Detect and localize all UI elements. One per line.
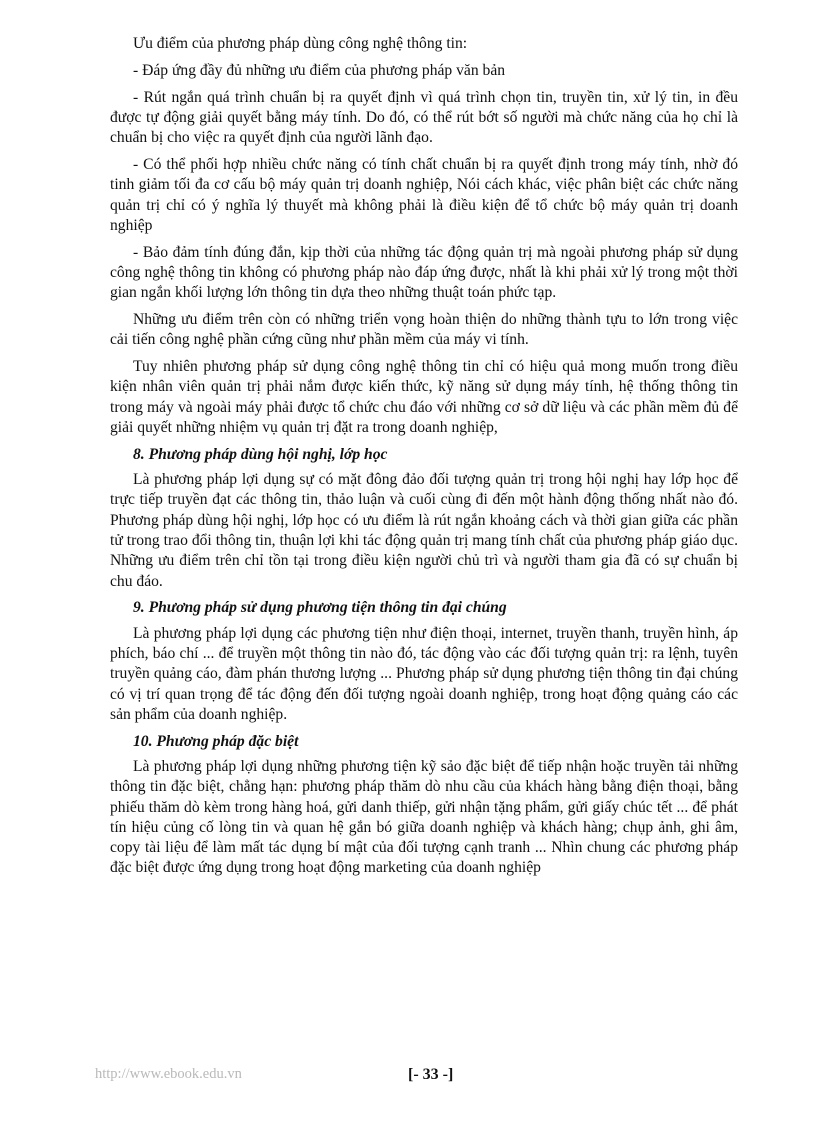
- page-number: [- 33 -]: [408, 1066, 454, 1083]
- page-footer: [0, 1066, 816, 1088]
- paragraph: - Đáp ứng đầy đủ những ưu điểm của phương pháp văn bản: [133, 61, 506, 79]
- section-heading: 8. Phương pháp dùng hội nghị, lớp học: [133, 445, 388, 463]
- paragraph: - Bảo đảm tính đúng đắn, kịp thời của những tác động quản trị mà ngoài phương pháp sử dụng công nghệ thông tin không có phương pháp nào đáp ứng được, nhất là khi phải xử lý trong một thời gian ngắn khối lượng lớn thông tin dựa theo những thuật toán phức tạp.: [110, 243, 738, 302]
- section-heading: 10. Phương pháp đặc biệt: [133, 732, 299, 750]
- paragraph: Những ưu điểm trên còn có những triển vọng hoàn thiện do những thành tựu to lớn trong việc cải tiến công nghệ phần cứng cũng như phần mềm của máy vi tính.: [110, 311, 738, 349]
- paragraph: - Có thể phối hợp nhiều chức năng có tính chất chuẩn bị ra quyết định trong máy tính, nhờ đó tinh giảm tối đa cơ cấu bộ máy quản trị doanh nghiệp, Nói cách khác, việc phân biệt các chức năng quản trị chỉ có ý nghĩa lý thuyết mà không phải là điều kiện để tổ chức bộ máy quản trị doanh nghiệp: [110, 155, 738, 234]
- footer-url[interactable]: http://www.ebook.edu.vn: [95, 1066, 242, 1082]
- paragraph: Ưu điểm của phương pháp dùng công nghệ thông tin:: [133, 35, 468, 52]
- document-body: [110, 34, 738, 885]
- paragraph: Tuy nhiên phương pháp sử dụng công nghệ thông tin chỉ có hiệu quả mong muốn trong điều kiện nhân viên quản trị phải nắm được kiến thức, kỹ năng sử dụng máy tính, hệ thống thông tin trong máy và ngoài máy phải được tổ chức chu đáo với những cơ sở dữ liệu và các phần mềm đủ để giải quyết những nhiệm vụ quản trị đặt ra trong doanh nghiệp,: [110, 358, 738, 437]
- section-heading: 9. Phương pháp sử dụng phương tiện thông tin đại chúng: [133, 599, 507, 617]
- paragraph: Là phương pháp lợi dụng những phương tiện kỹ sảo đặc biệt để tiếp nhận hoặc truyền tải những thông tin đặc biệt, chẳng hạn: phương pháp thăm dò nhu cầu của khách hàng bằng điện thoại, bằng phiếu thăm dò kèm trong hàng hoá, gửi danh thiếp, gửi nhận tặng phẩm, gửi giấy chúc tết ... để phát tín hiệu củng cố lòng tin và quan hệ gắn bó giữa doanh nghiệp và khách hàng; chụp ảnh, ghi âm, copy tài liệu để làm mất tác dụng bí mật của đối tượng cạnh tranh ... Nhìn chung các phương pháp đặc biệt được ứng dụng trong hoạt động marketing của doanh nghiệp: [110, 758, 738, 877]
- paragraph: Là phương pháp lợi dụng sự có mặt đông đảo đối tượng quản trị trong hội nghị hay lớp học để trực tiếp truyền đạt các thông tin, thảo luận và cuối cùng đi đến một hành động thống nhất nào đó. Phương pháp dùng hội nghị, lớp học có ưu điểm là rút ngắn khoảng cách và thời gian giữa các phần tử trong trao đổi thông tin, thuận lợi khi tác động quản trị mang tính chất của phương pháp giáo dục. Những ưu điểm trên chỉ tồn tại trong điều kiện người chủ trì và người tham gia đã có sự chuẩn bị chu đáo.: [110, 471, 738, 590]
- paragraph: - Rút ngắn quá trình chuẩn bị ra quyết định vì quá trình chọn tin, truyền tin, xử lý tin, in đều được tự động giải quyết bằng máy tính. Do đó, có thể rút bớt số người mà chức năng của họ chỉ là chuẩn bị cho việc ra quyết định của người lãnh đạo.: [110, 88, 738, 147]
- paragraph: Là phương pháp lợi dụng các phương tiện như điện thoại, internet, truyền thanh, truyền hình, áp phích, báo chí ... để truyền một thông tin nào đó, tác động vào các đối tượng quản trị: ra lệnh, tuyên truyền quảng cáo, đàm phán thương lượng ... Phương pháp sử dụng phương tiện thông tin đại chúng có vị trí quan trọng để tác động đến đối tượng ngoài doanh nghiệp, trong hoạt động quảng cáo các sản phẩm của doanh nghiệp.: [110, 624, 738, 723]
